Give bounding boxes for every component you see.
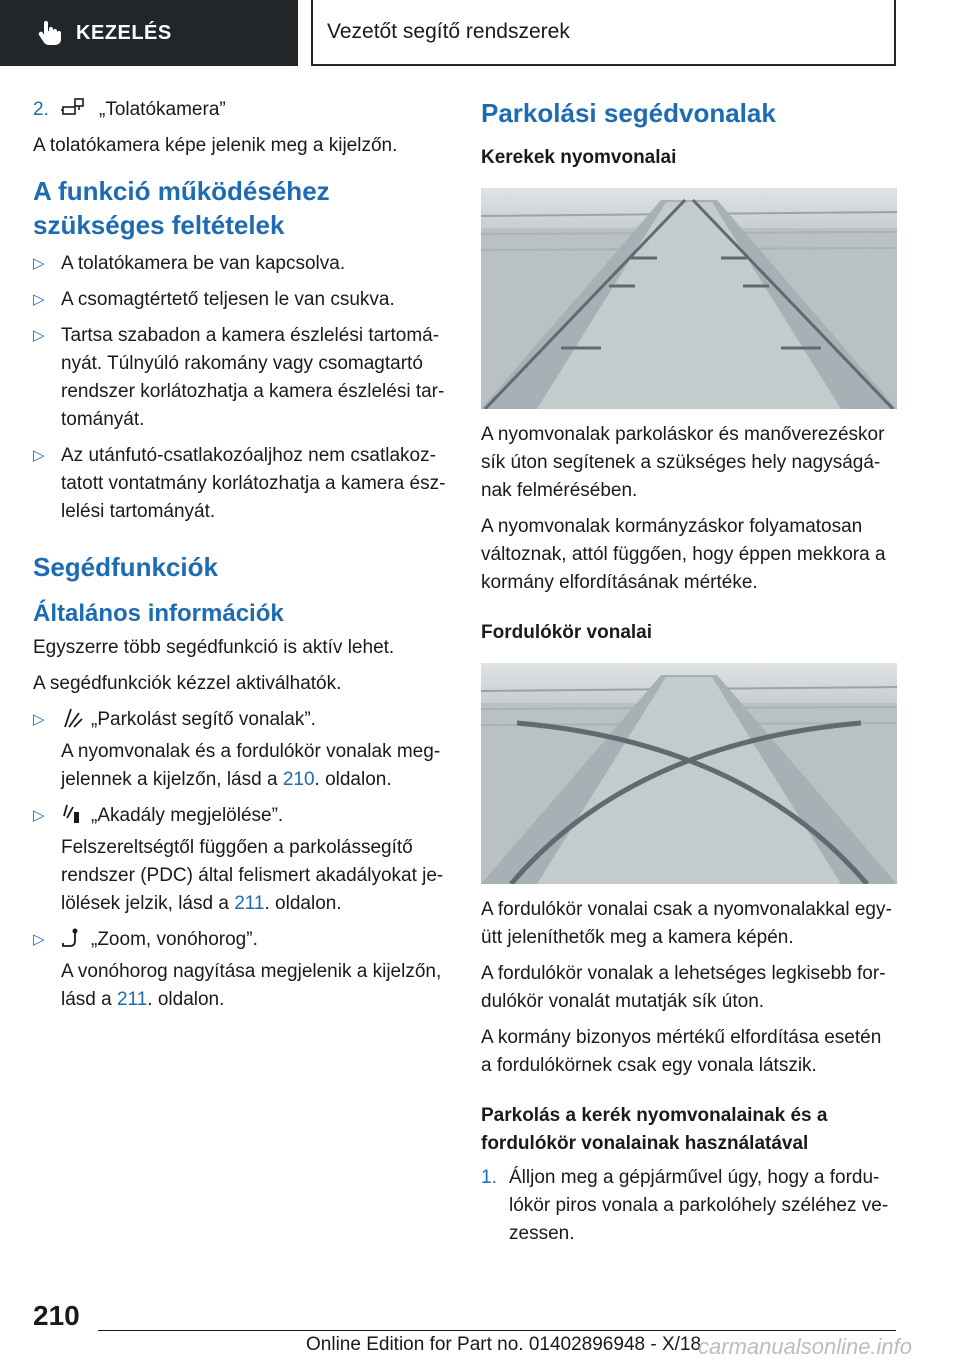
list-item [33, 250, 447, 278]
heading-parking-lines: Parkolási segédvonalak [481, 98, 776, 128]
helper-label: „Parkolást segítő vonalak”. [91, 709, 316, 730]
page-link[interactable]: 210 [282, 769, 315, 790]
item-number: 2. [33, 99, 49, 120]
helper-text-end: . oldalon. [264, 893, 342, 914]
helper-text-end: . oldalon. [314, 769, 392, 790]
list-item-text: Az utánfutó-csatlakozóaljhoz nem csatlakoztatott vontatmány korlátozhatja a kamera észlelési tartományát. [61, 445, 446, 522]
page-number: 210 [33, 1300, 80, 1331]
tow-hook-zoom-icon [61, 928, 83, 948]
footer-divider [98, 1330, 896, 1331]
wheel-tracks-illustration [481, 188, 897, 409]
helper-text: A nyomvonalak és a fordulókör vonalak megjelennek a kijelzőn, lásd a [61, 741, 441, 790]
helper-label: „Zoom, vonóhorog”. [91, 929, 258, 950]
heading-helpers: Segédfunkciók [33, 552, 218, 582]
list-item [33, 442, 447, 526]
list-item [33, 926, 447, 1014]
left-column [33, 96, 447, 1022]
heading-parking-with-lines: Parkolás a kerék nyomvonalainak és a fordulókör vonalainak használatával [481, 1105, 828, 1154]
list-item [33, 802, 447, 918]
bullet-icon: ▷ [33, 255, 45, 272]
bullet-icon: ▷ [33, 447, 45, 464]
paragraph: A fordulókör vonalak a lehetséges legkisebb fordulókör vonalát mutatják sík úton. [481, 963, 886, 1012]
right-column [481, 96, 897, 1248]
paragraph: A tolatókamera képe jelenik meg a kijelzőn. [33, 135, 398, 156]
helper-text: Felszereltségtől függően a parkolássegítő rendszer (PDC) által felismert akadályokat jelölések jelzik, lásd a [61, 837, 444, 914]
chapter-title: Vezetőt segítő rendszerek [327, 20, 570, 43]
list-item [33, 706, 447, 794]
edition-text: Online Edition for Part no. 01402896948 - X/18 [306, 1334, 702, 1355]
page-link[interactable]: 211 [116, 989, 148, 1010]
obstacle-marking-icon [61, 804, 83, 824]
step-number: 1. [481, 1167, 497, 1188]
helper-text: A vonóhorog nagyítása megjelenik a kijelzőn, lásd a [61, 961, 442, 1010]
hand-pointer-icon [36, 20, 62, 46]
list-item-text: Tartsa szabadon a kamera észlelési tartományát. Túlnyúló rakomány vagy csomagtartó rendszer korlátozhatja a kamera észlelési tartományát. [61, 325, 445, 430]
watermark: carmanualsonline.info [698, 1334, 913, 1359]
list-item [33, 96, 447, 124]
paragraph: A kormány bizonyos mértékű elfordítása esetén a fordulókörnek csak egy vonala látszik. [481, 1027, 882, 1076]
step-text: Álljon meg a gépjárművel úgy, hogy a fordulókör piros vonala a parkolóhely széléhez vezessen. [509, 1167, 889, 1244]
page-header [0, 0, 960, 66]
heading-wheel-tracks: Kerekek nyomvonalai [481, 147, 677, 168]
bullet-icon: ▷ [33, 327, 45, 344]
list-item [481, 1164, 897, 1248]
bullet-icon: ▷ [33, 931, 45, 948]
paragraph: A nyomvonalak parkoláskor és manőverezéskor sík úton segítenek a szükséges hely nagyságának felmérésében. [481, 424, 885, 501]
helper-label: „Akadály megjelölése”. [91, 805, 284, 826]
item-label: „Tolatókamera” [99, 99, 226, 120]
bullet-icon: ▷ [33, 711, 45, 728]
heading-general: Általános információk [33, 600, 284, 627]
section-tab [0, 0, 298, 66]
bullet-icon: ▷ [33, 291, 45, 308]
helper-text-end: . oldalon. [147, 989, 225, 1010]
bullet-icon: ▷ [33, 807, 45, 824]
list-item [33, 322, 447, 434]
rear-camera-icon [61, 98, 87, 118]
paragraph: A fordulókör vonalai csak a nyomvonalakkal együtt jeleníthetők meg a kamera képén. [481, 899, 892, 948]
heading-requirements: A funkció működéséhez szükséges feltételek [33, 176, 330, 240]
section-title: KEZELÉS [76, 21, 172, 44]
paragraph: A segédfunkciók kézzel aktiválhatók. [33, 673, 342, 694]
paragraph: Egyszerre több segédfunkció is aktív lehet. [33, 637, 395, 658]
turning-lines-illustration [481, 663, 897, 884]
heading-turning-lines: Fordulókör vonalai [481, 622, 653, 643]
page-link[interactable]: 211 [234, 893, 265, 914]
chapter-title-box [311, 0, 896, 66]
list-item-text: A csomagtértető teljesen le van csukva. [61, 289, 395, 310]
parking-lines-icon [61, 708, 83, 728]
list-item-text: A tolatókamera be van kapcsolva. [61, 253, 346, 274]
list-item [33, 286, 447, 314]
paragraph: A nyomvonalak kormányzáskor folyamatosan változnak, attól függően, hogy éppen mekkora a kormány elfordításának mértéke. [481, 516, 886, 593]
